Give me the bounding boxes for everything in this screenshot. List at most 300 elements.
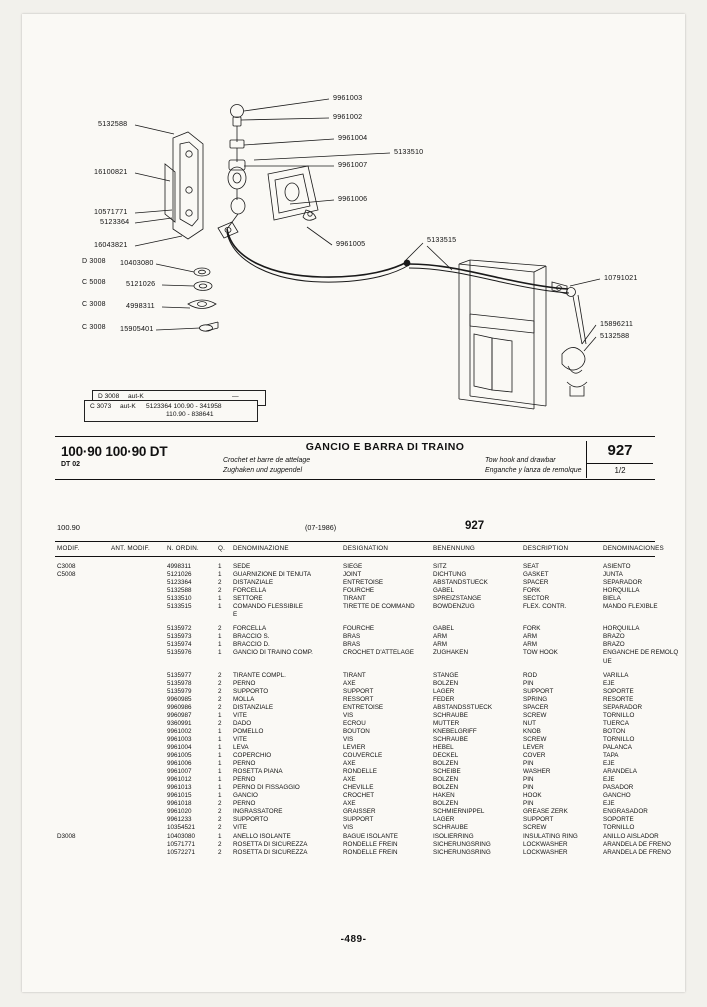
parts-group-1 (55, 625, 679, 665)
cell-den: E (233, 611, 238, 619)
cell-ben: LAGER (433, 816, 455, 824)
table-row (55, 832, 659, 841)
cell-desc: COVER (523, 752, 546, 760)
cell-ben: SCHMIERNIPPEL (433, 808, 485, 816)
callout-prefix-c3008-a: C 3008 (82, 301, 106, 308)
cell-desc: SECTOR (523, 595, 550, 603)
technical-diagram (22, 14, 685, 434)
cell-den: VITE (233, 711, 247, 719)
cell-desc: ARM (523, 641, 537, 649)
cell-q: 2 (218, 671, 222, 679)
cell-ben: ZUGHAKEN (433, 649, 468, 657)
model-name: 100·90 100·90 DT (61, 444, 168, 459)
cell-desc: GREASE ZERK (523, 808, 568, 816)
cell-denom: EJE (603, 776, 615, 784)
table-row (55, 688, 655, 696)
cell-q: 1 (218, 571, 222, 579)
cell-den: SUPPORTO (233, 687, 269, 695)
cell-des: JOINT (343, 571, 362, 579)
cell-des: BOUTON (343, 727, 370, 735)
note-c3073-range-b: 110.90 - 838641 (166, 411, 214, 418)
table-row (55, 595, 655, 603)
cell-ben: HEBEL (433, 743, 454, 751)
cell-ord: 5135972 (167, 625, 192, 633)
callout-9961002: 9961002 (333, 112, 363, 121)
note-d3008-aut: aut-K (128, 393, 144, 400)
callout-5133515: 5133515 (427, 235, 457, 244)
cell-den: POMELLO (233, 727, 264, 735)
cell-denom: ARANDELA (603, 768, 637, 776)
callout-prefix-c3008-b: C 3008 (82, 324, 106, 331)
callout-10791021: 10791021 (604, 273, 638, 282)
cell-ben: KNEBELGRIFF (433, 727, 477, 735)
cell-den: COMANDO FLESSIBILE (233, 603, 303, 611)
cell-den: VITE (233, 735, 247, 743)
cell-desc: TOW HOOK (523, 649, 558, 657)
cell-den: GANCIO (233, 792, 258, 800)
section-title-de: Zughaken und zugpendel (223, 466, 303, 474)
table-row (55, 672, 655, 680)
header-denominazione: DENOMINAZIONE (233, 545, 289, 552)
cell-q: 1 (218, 727, 222, 735)
cell-ord: 4998311 (167, 563, 192, 570)
cell-desc: KNOB (523, 727, 541, 735)
cell-q: 2 (218, 808, 222, 816)
table-row (55, 641, 655, 649)
cell-des: RONDELLE FREIN (343, 848, 398, 856)
cell-q: 1 (218, 768, 222, 776)
note-c3073-range-a: 5123364 100.90 - 341958 (146, 403, 222, 410)
cell-ord: 9961006 (167, 760, 192, 768)
table-row (55, 611, 655, 619)
cell-q: 1 (218, 743, 222, 751)
cell-des: CROCHET (343, 792, 375, 800)
cell-den: DADO (233, 719, 252, 727)
cell-des: ECROU (343, 719, 366, 727)
table-row (55, 571, 655, 579)
callout-9961004: 9961004 (338, 133, 368, 142)
section-number: 927 (586, 441, 653, 463)
callout-9961005: 9961005 (336, 239, 366, 248)
strip-number: 927 (465, 520, 485, 532)
callout-prefix-c5008: C 5008 (82, 279, 106, 286)
cell-des: TIRANT (343, 671, 366, 679)
cell-des: SUPPORT (343, 816, 374, 824)
cell-denom: PASADOR (603, 784, 634, 792)
cell-desc: SUPPORT (523, 816, 554, 824)
cell-ben: ARM (433, 641, 447, 649)
cell-ord: 10354521 (167, 824, 196, 832)
cell-ben: BOWDENZUG (433, 603, 475, 611)
cell-ord: 9961012 (167, 776, 192, 784)
cell-des: TIRANT (343, 595, 366, 603)
cell-ben: MUTTER (433, 719, 460, 727)
table-row (55, 712, 655, 720)
cell-denom: SOPORTE (603, 816, 634, 824)
section-title (220, 441, 550, 453)
table-caption-strip (55, 519, 655, 542)
cell-desc: LOCKWASHER (523, 840, 568, 848)
cell-den: GANCIO DI TRAINO COMP. (233, 649, 313, 657)
cell-des: AXE (343, 776, 356, 784)
cell-ord: 9960985 (167, 695, 192, 703)
parts-table-header (55, 543, 664, 557)
cell-q: 2 (218, 679, 222, 687)
cell-q: 2 (218, 719, 222, 727)
cell-ben: SITZ (433, 563, 447, 570)
cell-q: 1 (218, 649, 222, 657)
cell-ord: 5135978 (167, 679, 192, 687)
cell-ben: GABEL (433, 625, 454, 633)
table-row (55, 587, 655, 595)
cell-desc: SPRING (523, 695, 548, 703)
table-row (55, 744, 655, 752)
cell-modif: C3008 (57, 563, 76, 570)
section-title-es: Enganche y lanza de remolque (485, 466, 582, 474)
cell-den: GUARNIZIONE DI TENUTA (233, 571, 312, 579)
cell-modif: D3008 (57, 832, 76, 840)
callout-16043821: 16043821 (94, 240, 128, 249)
cell-q: 1 (218, 792, 222, 800)
cell-ord: 9961005 (167, 752, 192, 760)
cell-des: AXE (343, 679, 356, 687)
cell-q: 1 (218, 784, 222, 792)
table-row (55, 752, 655, 760)
cell-den: PERNO (233, 679, 256, 687)
cell-denom: EJE (603, 679, 615, 687)
cell-ord: 5132588 (167, 587, 192, 595)
cell-q: 1 (218, 641, 222, 649)
cell-denom: BIELA (603, 595, 621, 603)
cell-ord: 5135979 (167, 687, 192, 695)
callout-16100821: 16100821 (94, 167, 128, 176)
cell-denom: TUERCA (603, 719, 629, 727)
cell-ben: BOLZEN (433, 784, 459, 792)
cell-ord: 9961004 (167, 743, 192, 751)
cell-den: BRACCIO S. (233, 633, 270, 641)
cell-den: PERNO DI FISSAGGIO (233, 784, 300, 792)
table-row (55, 784, 655, 792)
cell-q: 1 (218, 633, 222, 641)
table-row (55, 658, 655, 666)
cell-denom: SEPARADOR (603, 579, 643, 587)
cell-ben: SICHERUNGSRING (433, 840, 491, 848)
cell-ord: 5133510 (167, 595, 192, 603)
table-row (55, 704, 655, 712)
cell-desc: LOCKWASHER (523, 848, 568, 856)
cell-denom: EJE (603, 760, 615, 768)
cell-denom: TORNILLO (603, 824, 635, 832)
diagram-note-box (84, 390, 266, 420)
parts-group-2 (55, 671, 671, 857)
cell-denom: TORNILLO (603, 735, 635, 743)
cell-ord: 9360991 (167, 719, 192, 727)
callout-15905401: 15905401 (120, 324, 154, 333)
cell-denom: TORNILLO (603, 711, 635, 719)
cell-ben: LAGER (433, 687, 455, 695)
cell-denom: GANCHO (603, 792, 631, 800)
cell-den: DISTANZIALE (233, 579, 274, 587)
cell-ben: ARM (433, 633, 447, 641)
note-d3008-dash: — (232, 393, 239, 400)
cell-ord: 5135977 (167, 671, 192, 679)
cell-des: AXE (343, 800, 356, 808)
cell-des: VIS (343, 735, 354, 743)
cell-denom: BOTON (603, 727, 626, 735)
cell-ben: SCHEIBE (433, 768, 461, 776)
cell-den: MOLLA (233, 695, 255, 703)
cell-ord: 9960987 (167, 711, 192, 719)
cell-ord: 9961002 (167, 727, 192, 735)
cell-denom: SEPARADOR (603, 703, 643, 711)
cell-ben: ISOLIERRING (433, 832, 474, 840)
cell-q: 1 (218, 563, 222, 570)
cell-denom: ASIENTO (603, 563, 631, 570)
cell-denom: RESORTE (603, 695, 634, 703)
cell-des: RESSORT (343, 695, 374, 703)
cell-den: ROSETTA DI SICUREZZA (233, 848, 308, 856)
cell-modif: C5008 (57, 571, 76, 579)
cell-den: FORCELLA (233, 587, 267, 595)
cell-ben: BOLZEN (433, 760, 459, 768)
cell-den: PERNO (233, 800, 256, 808)
cell-denom: ARANDELA DE FRENO (603, 848, 671, 856)
cell-desc: ROD (523, 671, 537, 679)
cell-des: ENTRETOISE (343, 579, 384, 587)
callout-5121026: 5121026 (126, 279, 156, 288)
cell-q: 1 (218, 595, 222, 603)
cell-q: 2 (218, 703, 222, 711)
table-row (55, 625, 655, 633)
header-ant-modif: ANT. MODIF. (111, 545, 150, 552)
callout-9961003: 9961003 (333, 93, 363, 102)
cell-q: 1 (218, 760, 222, 768)
table-row (55, 808, 655, 816)
cell-q: 1 (218, 752, 222, 760)
cell-den: PERNO (233, 776, 256, 784)
cell-denom: ENGANCHE DE REMOLQ (603, 649, 679, 657)
table-row (55, 768, 655, 776)
header-benennung: BENENNUNG (433, 545, 476, 552)
cell-desc: FORK (523, 587, 541, 595)
cell-ord: 5123364 (167, 579, 192, 587)
callout-5133510: 5133510 (394, 147, 424, 156)
cell-ord: 9960986 (167, 703, 192, 711)
cell-den: INGRASSATORE (233, 808, 283, 816)
cell-q: 1 (218, 603, 222, 611)
callout-10403080: 10403080 (120, 258, 154, 267)
table-row (55, 736, 655, 744)
cell-ben: SCHRAUBE (433, 711, 468, 719)
cell-den: SETTORE (233, 595, 263, 603)
cell-den: ROSETTA DI SICUREZZA (233, 840, 308, 848)
cell-denom: HORQUILLA (603, 625, 640, 633)
cell-ord: 9961007 (167, 768, 192, 776)
header-denominaciones: DENOMINACIONES (603, 545, 664, 552)
table-row (55, 680, 655, 688)
cell-desc: PIN (523, 776, 534, 784)
cell-ord: 5135976 (167, 649, 192, 657)
cell-ord: 5135974 (167, 641, 192, 649)
cell-den: LEVA (233, 743, 249, 751)
cell-ben: BOLZEN (433, 679, 459, 687)
cell-desc: LEVER (523, 743, 544, 751)
cell-des: TIRETTE DE COMMAND (343, 603, 415, 611)
cell-denom: MANDO FLEXIBLE (603, 603, 658, 611)
cell-ben: BOLZEN (433, 776, 459, 784)
table-row (55, 792, 655, 800)
cell-ben: SCHRAUBE (433, 824, 468, 832)
cell-q: 2 (218, 695, 222, 703)
cell-ben: BOLZEN (433, 800, 459, 808)
section-title-en: Tow hook and drawbar (485, 457, 556, 464)
cell-desc: SPACER (523, 703, 549, 711)
cell-den: ANELLO ISOLANTE (233, 832, 291, 840)
cell-den: FORCELLA (233, 625, 267, 633)
cell-den: PERNO (233, 760, 256, 768)
cell-desc: PIN (523, 679, 534, 687)
callout-9961007: 9961007 (338, 160, 368, 169)
cell-des: RONDELLE (343, 768, 377, 776)
parts-group-0 (55, 563, 658, 619)
cell-desc: SCREW (523, 824, 547, 832)
cell-ben: HAKEN (433, 792, 455, 800)
table-row (55, 824, 655, 832)
cell-denom: BRAZO (603, 633, 625, 641)
cell-q: 2 (218, 587, 222, 595)
cell-denom: JUNTA (603, 571, 623, 579)
cell-ben: SCHRAUBE (433, 735, 468, 743)
cell-desc: FLEX. CONTR. (523, 603, 567, 611)
table-row (55, 649, 679, 657)
cell-denom: VARILLA (603, 671, 629, 679)
model-designation (61, 444, 211, 468)
cell-desc: PIN (523, 760, 534, 768)
cell-denom: UE (603, 657, 612, 665)
table-row (55, 603, 658, 611)
cell-desc: SCREW (523, 711, 547, 719)
table-row (55, 816, 655, 824)
cell-des: SUPPORT (343, 687, 374, 695)
cell-desc: PIN (523, 800, 534, 808)
cell-den: ROSETTA PIANA (233, 768, 283, 776)
cell-denom: TAPA (603, 752, 619, 760)
cell-desc: SUPPORT (523, 687, 554, 695)
table-row (55, 579, 655, 587)
cell-des: GRAISSER (343, 808, 376, 816)
note-c3073-aut: aut-K (120, 403, 136, 410)
cell-denom: HORQUILLA (603, 587, 640, 595)
cell-desc: FORK (523, 625, 541, 633)
cell-ben: SPREIZSTANGE (433, 595, 482, 603)
cell-q: 2 (218, 687, 222, 695)
cell-ord: 10403080 (167, 832, 196, 840)
cell-ord: 9961003 (167, 735, 192, 743)
cell-desc: HOOK (523, 792, 542, 800)
callout-5132588: 5132588 (98, 119, 128, 128)
cell-q: 2 (218, 800, 222, 808)
strip-model: 100.90 (57, 523, 80, 532)
cell-ben: FEDER (433, 695, 455, 703)
cell-des: FOURCHE (343, 587, 375, 595)
cell-des: BRAS (343, 641, 361, 649)
strip-date: (07-1986) (305, 523, 337, 532)
cell-denom: BRAZO (603, 641, 625, 649)
cell-des: RONDELLE FREIN (343, 840, 398, 848)
table-row (55, 696, 655, 704)
cell-den: VITE (233, 824, 247, 832)
cell-den: DISTANZIALE (233, 703, 274, 711)
section-title-fr: Crochet et barre de attelage (223, 457, 311, 464)
cell-denom: PALANCA (603, 743, 632, 751)
cell-desc: NUT (523, 719, 536, 727)
section-title-translations-left (223, 456, 310, 475)
cell-ord: 5135973 (167, 633, 192, 641)
cell-ord: 9961233 (167, 816, 192, 824)
cell-q: 2 (218, 840, 222, 848)
callout-prefix-d3008: D 3008 (82, 258, 106, 265)
cell-q: 2 (218, 848, 222, 856)
cell-q: 1 (218, 711, 222, 719)
title-block (55, 436, 655, 480)
cell-ord: 9961013 (167, 784, 192, 792)
callout-5123364: 5123364 (100, 217, 130, 226)
cell-des: FOURCHE (343, 625, 375, 633)
table-row (55, 728, 655, 736)
table-row (55, 776, 655, 784)
section-title-translations-right (485, 456, 582, 475)
cell-ben: ABSTANDSTUECK (433, 579, 488, 587)
callout-5132588-right: 5132588 (600, 331, 630, 340)
cell-q: 1 (218, 776, 222, 784)
cell-des: BRAS (343, 633, 361, 641)
cell-ben: SICHERUNGSRING (433, 848, 491, 856)
cell-ben: GABEL (433, 587, 454, 595)
cell-q: 2 (218, 579, 222, 587)
cell-denom: ENGRASADOR (603, 808, 648, 816)
cell-denom: EJE (603, 800, 615, 808)
cell-q: 2 (218, 824, 222, 832)
document-sheet (22, 14, 685, 992)
table-row (55, 563, 655, 571)
table-row (55, 720, 655, 728)
cell-ord: 5133515 (167, 603, 192, 611)
cell-denom: ANILLO AISLADOR (603, 832, 659, 840)
note-d3008: D 3008 (98, 393, 120, 400)
cell-ord: 5121026 (167, 571, 192, 579)
cell-des: BAGUE ISOLANTE (343, 832, 398, 840)
cell-desc: SPACER (523, 579, 549, 587)
cell-den: COPERCHIO (233, 752, 272, 760)
model-sub: DT 02 (61, 461, 81, 468)
cell-desc: INSULATING RING (523, 832, 578, 840)
cell-q: 1 (218, 832, 222, 840)
table-row (55, 840, 671, 849)
header-q: Q. (218, 545, 226, 552)
cell-des: ENTRETOISE (343, 703, 384, 711)
callout-10571771: 10571771 (94, 207, 128, 216)
table-row (55, 760, 655, 768)
cell-den: SUPPORTO (233, 816, 269, 824)
section-title-it: GANCIO E BARRA DI TRAINO (305, 441, 465, 453)
cell-ben: STANGE (433, 671, 459, 679)
header-description: DESCRIPTION (523, 545, 569, 552)
cell-des: VIS (343, 824, 354, 832)
cell-ord: 10571771 (167, 840, 196, 848)
table-row (55, 800, 655, 808)
cell-den: TIRANTE COMPL. (233, 671, 286, 679)
table-row (55, 848, 671, 857)
